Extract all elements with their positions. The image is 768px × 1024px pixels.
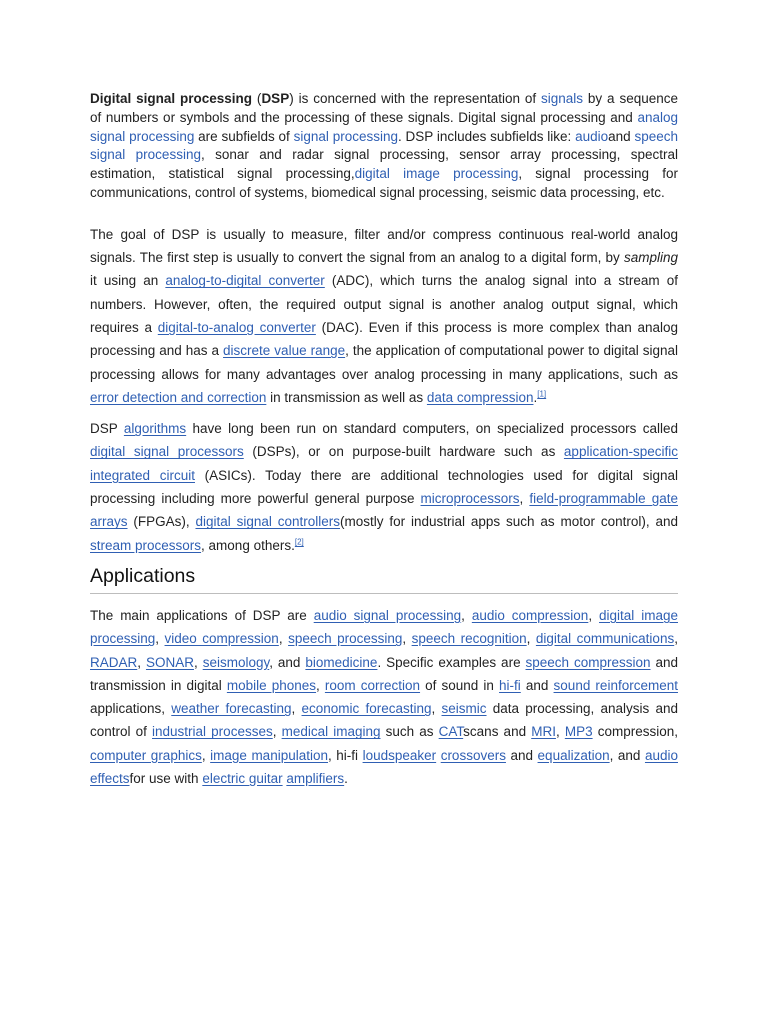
goal-paragraph <box>90 223 678 409</box>
link-asic[interactable]: application-specific integrated circuit <box>90 444 678 483</box>
link-video-compression[interactable]: video compression <box>164 631 279 647</box>
text-run: it using an <box>90 273 166 289</box>
link-error-detection[interactable]: error detection and correction <box>90 389 267 405</box>
link-seismic[interactable]: seismic <box>441 701 487 717</box>
link-sound-reinforcement[interactable]: sound reinforcement <box>553 677 678 693</box>
link-signal-processing[interactable]: signal processing <box>293 128 398 144</box>
link-speech-compression[interactable]: speech compression <box>525 654 651 670</box>
text-run: (DSPs), or on purpose-built hardware such as <box>243 444 564 460</box>
text-run: , sonar and radar signal processing, sensor array processing, spectral estimation, statistical signal processing, <box>90 147 678 182</box>
link-hi-fi[interactable]: hi-fi <box>499 677 521 693</box>
reference-link-2[interactable]: [2] <box>294 537 304 547</box>
article-body <box>90 90 678 790</box>
text-run: DSP <box>90 421 124 437</box>
link-mp3[interactable]: MP3 <box>564 724 593 740</box>
applications-heading: Applications <box>90 563 678 594</box>
link-digital-image-processing[interactable]: digital image processing <box>354 166 519 182</box>
text-run: The goal of DSP is usually to measure, filter and/or compress continuous real-world analog signals. The first step is usually to convert the signal from an analog to a digital form, by <box>90 226 678 266</box>
text-run: compression, <box>592 724 678 740</box>
link-mobile-phones[interactable]: mobile phones <box>226 677 317 693</box>
text-run: ) is concerned with the representation of <box>289 91 541 106</box>
text-run: (FPGAs), <box>127 514 196 530</box>
link-industrial-processes[interactable]: industrial processes <box>152 724 273 740</box>
emphasis-sampling: sampling <box>623 250 678 266</box>
link-mri[interactable]: MRI <box>531 724 556 740</box>
text-run: and <box>505 747 538 763</box>
link-stream-processors[interactable]: stream processors <box>90 537 202 553</box>
text-run: (ADC), which turns the analog signal into a stream of numbers. However, often, the required output signal is another analog output signal, which requires a <box>90 273 678 335</box>
text-run: , <box>431 701 442 717</box>
reference-link-1[interactable]: [1] <box>537 389 547 399</box>
text-run: , <box>316 677 325 693</box>
text-run: , <box>272 724 282 740</box>
text-run: such as <box>380 724 439 740</box>
text-run: and <box>520 677 554 693</box>
link-speech-processing[interactable]: speech processing <box>288 631 403 647</box>
text-run: , <box>137 654 146 670</box>
link-image-manipulation[interactable]: image manipulation <box>210 747 328 763</box>
text-run: , <box>155 631 165 647</box>
link-signals[interactable]: signals <box>541 91 584 106</box>
text-run: , <box>201 747 211 763</box>
text-run: have long been run on standard computers, on specialized processors called <box>186 421 679 437</box>
link-seismology[interactable]: seismology <box>202 654 270 670</box>
text-run: , <box>193 654 203 670</box>
link-analog-signal-processing[interactable]: analog signal processing <box>90 109 678 144</box>
link-audio[interactable]: audio <box>575 128 609 144</box>
text-run: applications, <box>90 701 172 717</box>
text-run: for use with <box>129 771 203 787</box>
text-run: and transmission in digital <box>90 654 678 693</box>
text-run: , <box>291 701 302 717</box>
text-run: , among others. <box>201 537 295 553</box>
text-run: The main applications of DSP are <box>90 607 314 623</box>
link-dac[interactable]: digital-to-analog converter <box>157 319 316 335</box>
text-run: . <box>344 771 348 787</box>
link-weather-forecasting[interactable]: weather forecasting <box>171 701 292 717</box>
link-cat[interactable]: CAT <box>438 724 464 740</box>
link-room-correction[interactable]: room correction <box>324 677 421 693</box>
link-digital-signal-controllers[interactable]: digital signal controllers <box>195 514 341 530</box>
text-run: , <box>674 631 678 647</box>
link-audio-signal-processing[interactable]: audio signal processing <box>313 607 462 623</box>
term-bold: Digital signal processing <box>90 91 253 106</box>
hardware-paragraph <box>90 417 678 557</box>
link-audio-compression[interactable]: audio compression <box>471 607 589 623</box>
text-run: in transmission as well as <box>266 389 427 405</box>
text-run: . Specific examples are <box>377 654 526 670</box>
link-speech-signal-processing[interactable]: speech signal processing <box>90 128 678 163</box>
text-run: , <box>461 607 472 623</box>
link-adc[interactable]: analog-to-digital converter <box>165 273 325 289</box>
link-computer-graphics[interactable]: computer graphics <box>90 747 202 763</box>
text-run: , <box>278 631 289 647</box>
link-amplifiers[interactable]: amplifiers <box>286 771 345 787</box>
text-run: , the application of computational power to digital signal processing allows for many advantages over analog processing in many applications, such as <box>90 343 678 382</box>
reference-2 <box>295 537 304 546</box>
text-run: , <box>588 607 600 623</box>
abbr-bold: DSP <box>261 91 290 106</box>
text-run: are subfields of <box>194 128 294 144</box>
text-run: (mostly for industrial apps such as motor control), and <box>340 514 678 530</box>
link-loudspeaker[interactable]: loudspeaker <box>362 747 437 763</box>
text-run: , and <box>609 747 645 763</box>
intro-paragraph <box>90 90 678 203</box>
link-digital-communications[interactable]: digital communications <box>535 631 675 647</box>
link-sonar[interactable]: SONAR <box>145 654 194 670</box>
text-run: ( <box>252 91 262 106</box>
text-run: data processing, analysis and control of <box>90 701 678 740</box>
link-microprocessors[interactable]: microprocessors <box>420 491 520 507</box>
link-data-compression[interactable]: data compression <box>426 389 534 405</box>
reference-1 <box>537 389 546 398</box>
link-crossovers[interactable]: crossovers <box>440 747 506 763</box>
text-run: (ASICs). Today there are additional technologies used for digital signal processing including more powerful general purpose <box>90 467 678 507</box>
link-digital-signal-processors[interactable]: digital signal processors <box>90 444 244 460</box>
link-speech-recognition[interactable]: speech recognition <box>411 631 527 647</box>
link-digital-image-processing-2[interactable]: digital image processing <box>90 607 678 647</box>
link-fpga[interactable]: field-programmable gate arrays <box>90 491 678 530</box>
applications-paragraph <box>90 604 678 790</box>
text-run: scans and <box>463 724 532 740</box>
text-run: , <box>402 631 412 647</box>
text-run: , <box>519 491 530 507</box>
text-run: . DSP includes subfields like: <box>397 128 576 144</box>
link-algorithms[interactable]: algorithms <box>123 421 187 437</box>
text-run: and <box>608 128 635 144</box>
link-medical-imaging[interactable]: medical imaging <box>281 724 381 740</box>
text-run: , signal processing for communications, control of systems, biomedical signal processing, seismic data processing, etc. <box>90 166 678 200</box>
text-run: , <box>526 631 536 647</box>
link-equalization[interactable]: equalization <box>537 747 610 763</box>
text-run: (DAC). Even if this process is more complex than analog processing and has a <box>90 319 678 359</box>
link-radar[interactable]: RADAR <box>90 654 138 670</box>
text-run: , <box>555 724 565 740</box>
link-economic-forecasting[interactable]: economic forecasting <box>301 701 432 717</box>
link-electric-guitar[interactable]: electric guitar <box>202 771 283 787</box>
text-run: , hi-fi <box>328 747 363 763</box>
text-run: of sound in <box>420 677 500 693</box>
text-run: by a sequence of numbers or symbols and the processing of these signals. Digital signal processing and <box>90 91 678 125</box>
link-discrete-value-range[interactable]: discrete value range <box>223 343 346 359</box>
link-biomedicine[interactable]: biomedicine <box>305 654 378 670</box>
link-audio-effects[interactable]: audio effects <box>90 747 678 787</box>
text-run: . <box>533 389 538 405</box>
text-run: , and <box>269 654 306 670</box>
